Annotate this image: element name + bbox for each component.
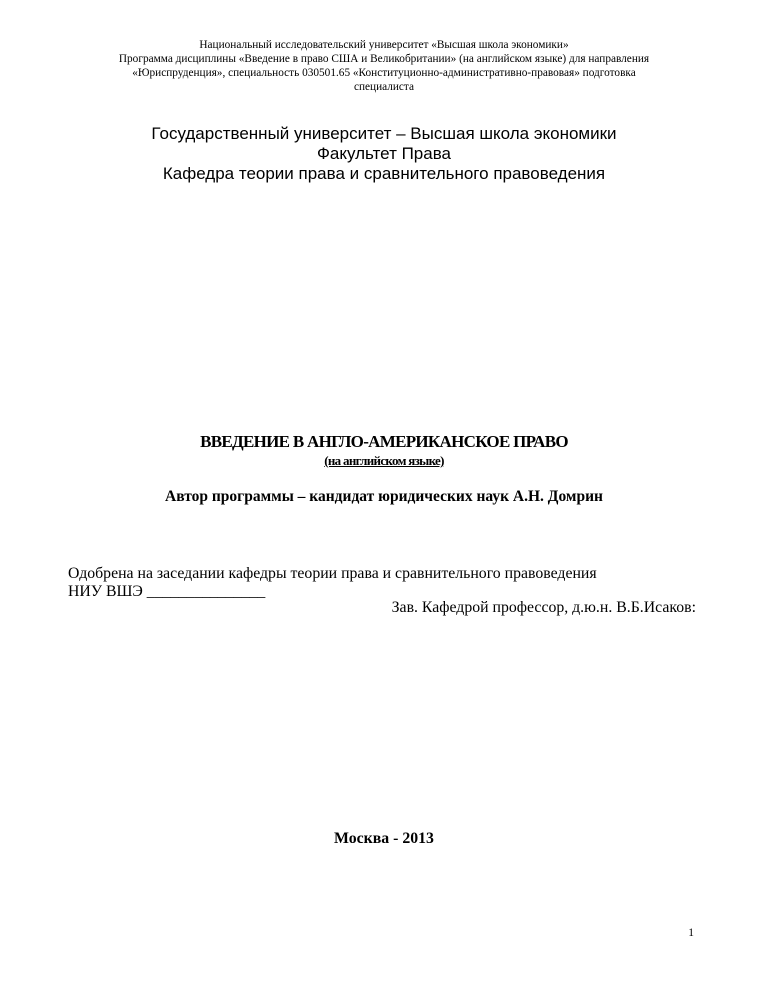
- course-title: ВВЕДЕНИЕ В АНГЛО-АМЕРИКАНСКОЕ ПРАВО: [200, 432, 568, 451]
- city-year: Москва - 2013: [334, 830, 434, 847]
- course-language-note: (на английском языке): [324, 453, 444, 468]
- header-qualification-line: специалиста: [353, 81, 415, 93]
- approval-meeting-line: Одобрена на заседании кафедры теории права и сравнительного правоведения: [68, 565, 597, 582]
- program-header: [60, 38, 708, 94]
- department-name: Кафедра теории права и сравнительного правоведения: [162, 164, 606, 183]
- header-program-line: Программа дисциплины «Введение в право США и Великобритании» (на английском языке) для направления: [118, 53, 650, 65]
- header-specialty-line: «Юриспруденция», специальность 030501.65 «Конституционно-административно-правовая» подготовка: [132, 67, 636, 79]
- institution-block: [80, 124, 688, 184]
- faculty-name: Факультет Права: [317, 144, 451, 163]
- program-author: Автор программы – кандидат юридических наук А.Н. Домрин: [165, 488, 603, 505]
- approval-signature-line: НИУ ВШЭ _______________: [68, 583, 266, 600]
- approval-statement: [68, 565, 708, 601]
- university-name: Государственный университет – Высшая школа экономики: [151, 124, 617, 143]
- department-head-signature: Зав. Кафедрой профессор, д.ю.н. В.Б.Исаков:: [391, 599, 696, 616]
- header-university-line: Национальный исследовательский университет «Высшая школа экономики»: [199, 39, 569, 51]
- page-number: 1: [688, 927, 694, 939]
